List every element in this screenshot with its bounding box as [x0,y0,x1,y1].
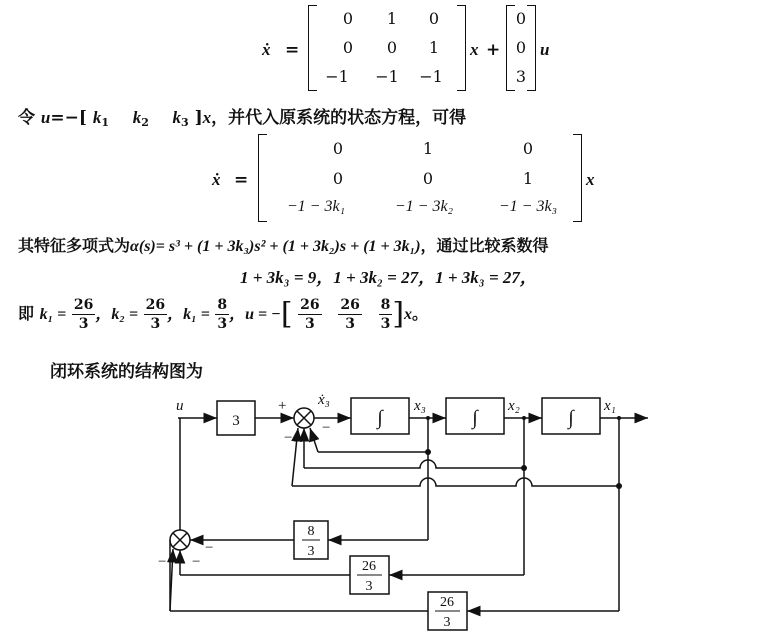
label-x2: x₂ [508,398,520,414]
eq1-b-1: 0 [515,38,527,57]
eq2-a-11: 0 [422,169,434,188]
eq2-equals: = [234,170,249,190]
label-int-3: ∫ [568,407,574,429]
label-plus: + [278,398,287,414]
eq1-a-01: 1 [386,9,398,28]
label-minus-6: − [158,554,167,570]
eq1-x: x [470,40,479,59]
fb1-den: 3 [307,544,315,559]
eq1-a-02: 0 [428,9,440,28]
label-minus-3: − [293,434,302,450]
fb3-den: 3 [443,615,451,630]
line2: 令 u=−[ $k_1$ $k_2$ $k_3$ ]x，并代入原系统的状态方程，可得 [18,108,467,129]
eq1-a-21: −1 [375,67,399,86]
frac-g3: $\frac{8}{3}$ [380,297,391,332]
eq1-a-11: 0 [386,38,398,57]
eq1-u: u [540,40,550,59]
eq1-a-20: −1 [325,67,349,86]
label-x1: x₁ [604,398,616,414]
eq1-a-22: −1 [419,67,443,86]
label-minus-5: − [192,554,201,570]
eq1-lhs: ẋ [262,40,271,59]
eq2-a-22: −1 − 3k₃ [498,198,558,215]
eq1-b-0: 0 [515,9,527,28]
eq1-plus: + [486,40,501,60]
label-x3: x₃ [414,398,426,414]
eq2-a-02: 0 [522,139,534,158]
label-minus-1: − [322,420,331,436]
label-minus-2: − [284,430,293,446]
fb2-num: 26 [362,559,376,574]
eq2-a-21: −1 − 3k₂ [394,198,454,215]
label-u: u [176,398,184,414]
label-int-2: ∫ [472,407,478,429]
frac-k1: $\frac{26}{3}$ [73,297,94,332]
eq2-a-01: 1 [422,139,434,158]
frac-k2: $\frac{26}{3}$ [145,297,166,332]
line5: 即 k₁ = $\frac{26}{3}$ ，k₂ = $\frac{26}{3}$ ，k₁ = $\frac{8}{3}$ ，u = −[ $\frac{26}{3}$ $\frac{26}{3}$ $\frac{8}{3}$ ]x。 [18,296,429,332]
label-x3dot: ẋ₃ [318,392,330,408]
eq2-a-00: 0 [332,139,344,158]
eq2-lhs: ẋ [212,170,221,189]
eq1-a-12: 1 [428,38,440,57]
eq2-x: x [586,170,595,189]
eq1-b-2: 3 [515,67,527,86]
eq2-a-12: 1 [522,169,534,188]
eq1-a-10: 0 [342,38,354,57]
eq2-a-10: 0 [332,169,344,188]
fb3-num: 26 [440,595,454,610]
frac-g1: $\frac{26}{3}$ [300,297,320,332]
label-minus-4: − [205,540,214,556]
eq1-equals: = [285,40,300,60]
line3: 其特征多项式为α(s)= s³ + (1 + 3k₃)s² + (1 + 3k₂)s + (1 + 3k₁)，通过比较系数得 [18,236,549,255]
line6: 闭环系统的结构图为 [50,362,203,382]
fb2-den: 3 [365,579,373,594]
eq1-a-00: 0 [342,9,354,28]
label-int-1: ∫ [377,407,383,429]
eq2-a-20: −1 − 3k₁ [286,198,346,215]
line4: 1 + 3k₃ = 9，1 + 3k₂ = 27，1 + 3k₃ = 27， [240,268,537,287]
frac-k3: $\frac{8}{3}$ [217,297,228,332]
frac-g2: $\frac{26}{3}$ [340,297,360,332]
label-gain-3: 3 [232,413,240,429]
fb1-num: 8 [307,524,315,539]
